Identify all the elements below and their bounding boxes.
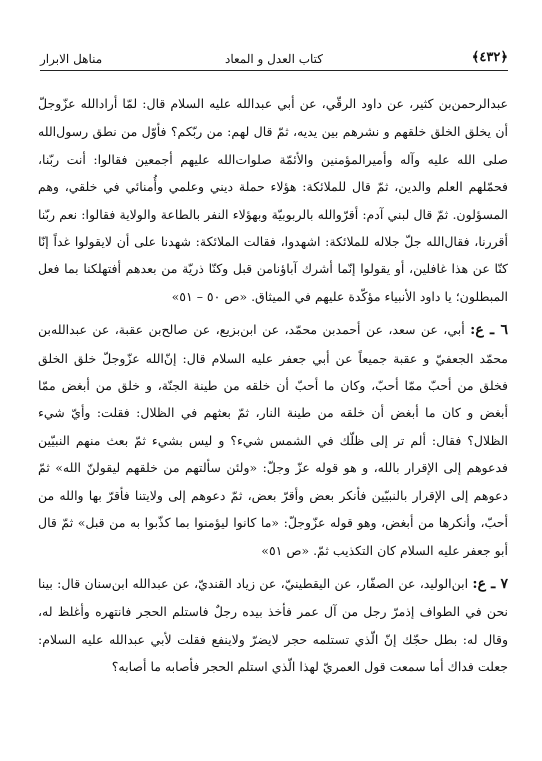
paragraph-text: أبي، عن سعد، عن أحمدبن محمّد، عن ابن‌بزيع، عن صالح‌بن عقبة، عن عبدالله‌بن محمّد الجعفيّ و عقبة جميعاً عن أبي جعفر عليه السلام قال: إنّ‌الله عزّوجلّ خلق الخلق فخلق من أحبّ ممّا أحبّ، وكان ما أحبّ أن خلقه من طينة الجنّة، و خلق من أبغض ممّا أبغض و كان ما أبغض أن خلقه من طينة النار، ثمّ بعثهم في الظلال: فقلت: وأيّ شيء الظلال؟ فقال: ألم تر إلى ظلّك في الشمس شيء؟ و ليس بشيء ثمّ بعث منهم النبيّين فدعوهم إلى الإقرار بالله، و هو قوله عزّ وجلّ: «ولئن سألتهم من خلقهم ليقولنّ الله» ثمّ دعوهم إلى الإقرار بالنبيّين فأنكر بعض وأقرّ بعض، ثمّ دعوهم إلى ولايتنا فأقرّ بها والله من أحبّ، وأنكرها من أبغض، وهو قوله عزّوجلّ: «ما كانوا ليؤمنوا بما كذّبوا به من قبل» ثمّ قال أبو جعفر عليه السلام كان التكذيب ثمّ. «ص ٥١» (38, 322, 508, 558)
paragraph (38, 316, 508, 564)
paragraph-text: ابن‌الوليد، عن الصفّار، عن اليقطينيّ، عن زياد القنديّ، عن عبدالله ابن‌سنان قال: بينا نحن في الطواف إذمرّ رجل من آل عمر فأخذ بيده رجلٌ فاستلم الحجر فانتهره وأغلظ له، وقال له: بطل حجّك إنّ الّذي تستلمه حجر لايضرّ ولاينفع فقلت لأبي عبدالله عليه السلام: جعلت فداك أما سمعت قول العمريّ لهذا الّذي استلم الحجر فأصابه ما أصابه؟ (38, 575, 508, 675)
hadith-number: ٦ ـ ع: (470, 322, 509, 339)
paragraph (38, 570, 508, 681)
paragraph-text: عبدالرحمن‌بن كثير، عن داود الرقّي، عن أبي عبدالله عليه السلام قال: لمّا أرادالله عزّوجلّ أن يخلق الخلق خلقهم و نشرهم بين يديه، ثمّ قال لهم: من ربّكم؟ فأوّل من نطق رسول‌الله صلى الله عليه وآله وأميرالمؤمنين والأئمّة صلوات‌الله عليهم أجمعين فقالوا: أنت ربّنا، فحمّلهم العلم والدين، ثمّ قال للملائكة: هؤلاء حملة ديني وعلمي وأُمنائي في خلقي، وهم المسؤلون. ثمّ قال لبني آدم: أقرّوالله بالربوبيّة وبهؤلاء النفر بالطاعة والولاية فقالوا: نعم ربّنا أقررنا، فقال‌الله جلّ جلاله للملائكة: اشهدوا، فقالت الملائكة: شهدنا على أن لايقولوا غداً إنّا كنّا عن هذا غافلين، أو يقولوا إنّما أشرك آباؤنامن قبل وكنّا ذريّة من بعدهم أفتهلكنا بما فعل المبطلون؛ يا داود الأنبياء مؤكّدة عليهم في الميثاق. «ص ٥٠ – ٥١» (38, 96, 508, 304)
header-divider (40, 70, 508, 71)
hadith-number: ٧ ـ ع: (472, 575, 508, 592)
page-body (38, 90, 508, 687)
running-title: مناهل الابرار (40, 52, 103, 66)
book-title: كتاب العدل و المعاد (224, 52, 324, 66)
page-number: ﴿٤٣٢﴾ (471, 50, 508, 65)
page-header (40, 44, 508, 70)
paragraph (38, 90, 508, 310)
